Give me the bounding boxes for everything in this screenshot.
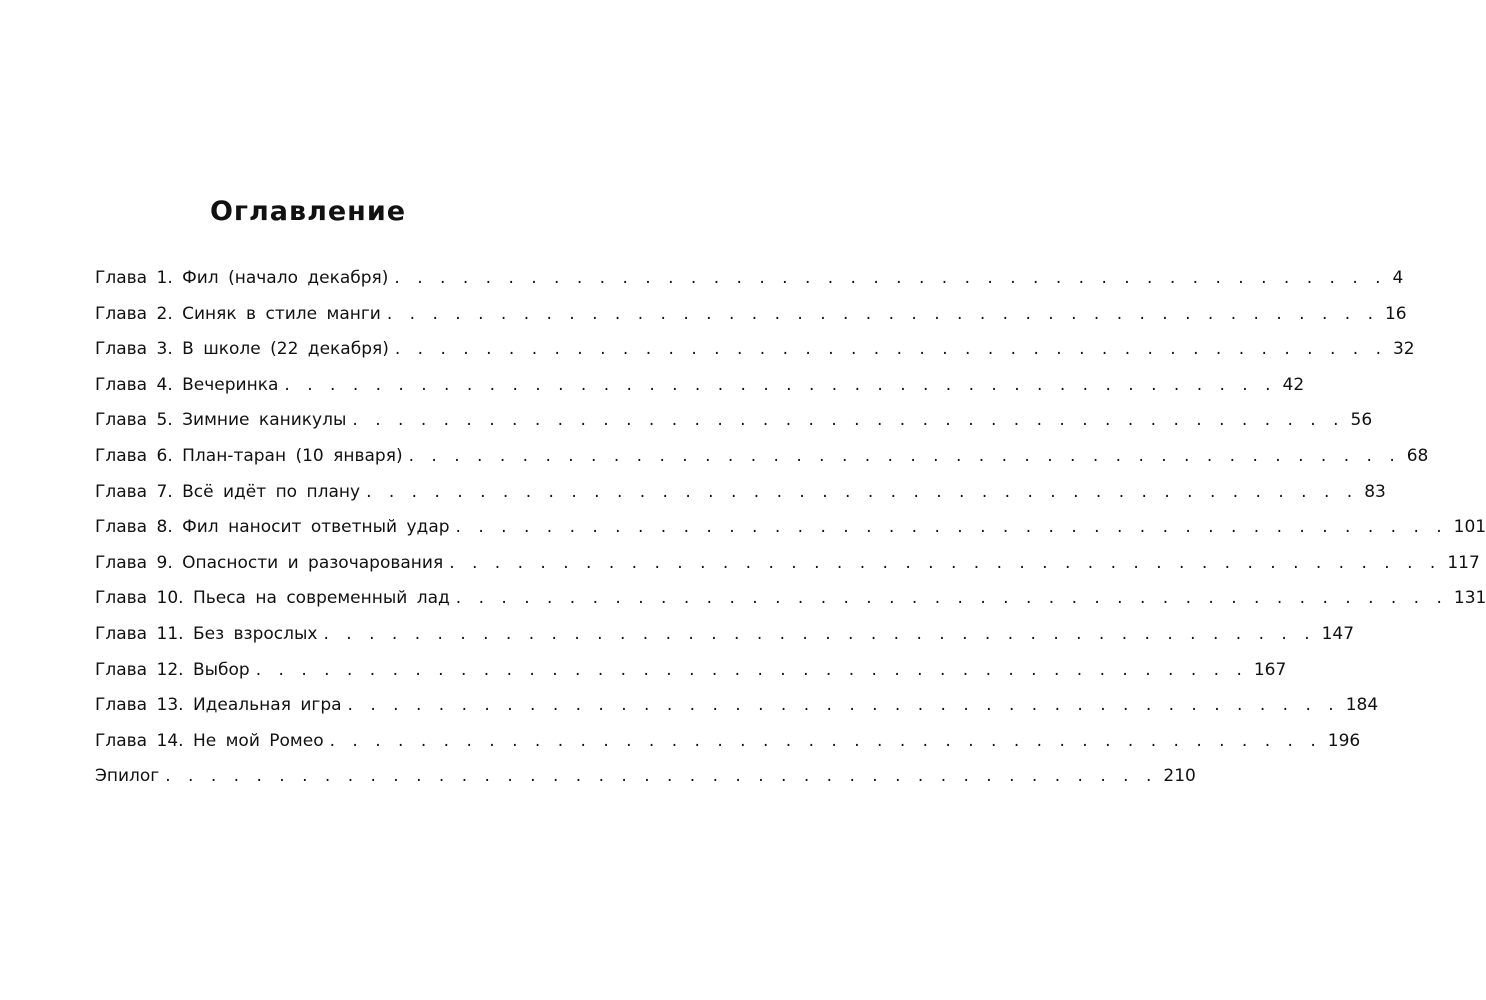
toc-entry-text [95, 553, 443, 573]
toc-leader-dots: . . . . . . . . . . . . . . . . . . . . . . . . . . . . . . . . . . . . . . . . . . . . [408, 445, 1401, 466]
toc-entry-text [95, 375, 278, 395]
toc-entry-label: Глава [95, 374, 148, 395]
toc-leader-dots: . . . . . . . . . . . . . . . . . . . . . . . . . . . . . . . . . . . . . . . . . . . . [366, 481, 1359, 502]
toc-entry-title: Синяк в стиле манги [172, 303, 381, 324]
toc-entry-title: Не мой Ромео [183, 730, 324, 751]
toc-entry [95, 588, 1486, 624]
toc-entry-number: 7. [147, 481, 173, 502]
toc-entry-label: Глава [95, 659, 148, 680]
toc-entry-text [95, 731, 324, 751]
toc-entry-label: Глава [95, 517, 148, 538]
toc-entry [95, 659, 1287, 696]
toc-page-number: 56 [1350, 410, 1373, 431]
toc-entry [95, 766, 1196, 802]
toc-entry-title: План-таран (10 января) [172, 445, 403, 466]
toc-entry-label: Глава [95, 623, 148, 644]
toc-entry-title: В школе (22 декабря) [172, 339, 389, 360]
toc-entry-label: Глава [95, 410, 148, 431]
toc-leader-dots: . . . . . . . . . . . . . . . . . . . . . . . . . . . . . . . . . . . . . . . . . . . . [165, 766, 1158, 787]
toc-entry-title: Выбор [183, 659, 250, 680]
toc-entry [95, 552, 1480, 589]
toc-entry-title: Всё идёт по плану [172, 481, 361, 502]
toc-entry-label: Эпилог [95, 766, 160, 787]
toc-entry [95, 268, 1404, 304]
toc-entry-label: Глава [95, 303, 148, 324]
toc-page-number: 147 [1321, 623, 1355, 644]
toc-entry-number: 1. [147, 268, 173, 288]
toc-entry-number: 3. [147, 339, 173, 360]
toc-entry-number: 8. [147, 517, 173, 538]
toc-entry-text [95, 624, 317, 644]
toc-leader-dots: . . . . . . . . . . . . . . . . . . . . . . . . . . . . . . . . . . . . . . . . . . . . [386, 303, 1379, 324]
toc-entry [95, 374, 1305, 411]
toc-entry-number: 10. [147, 588, 184, 609]
toc-entry [95, 303, 1407, 340]
toc-leader-dots: . . . . . . . . . . . . . . . . . . . . . . . . . . . . . . . . . . . . . . . . . . . . [352, 410, 1345, 431]
toc-leader-dots: . . . . . . . . . . . . . . . . . . . . . . . . . . . . . . . . . . . . . . . . . . . . [394, 268, 1387, 288]
toc-entry-title: Идеальная игра [183, 695, 342, 716]
toc-entry [95, 730, 1361, 767]
toc-entry [95, 623, 1355, 660]
toc-leader-dots: . . . . . . . . . . . . . . . . . . . . . . . . . . . . . . . . . . . . . . . . . . . . [255, 659, 1248, 680]
table-of-contents [95, 268, 1486, 802]
toc-entry-number: 2. [147, 303, 173, 324]
toc-entry-text [95, 339, 389, 359]
toc-page-number: 167 [1253, 659, 1287, 680]
toc-entry [95, 695, 1379, 731]
toc-entry-title: Фил (начало декабря) [172, 268, 389, 288]
toc-entry-text [95, 517, 450, 537]
toc-entry-label: Глава [95, 730, 148, 751]
toc-page-number: 16 [1384, 303, 1407, 324]
toc-page-number: 131 [1453, 588, 1486, 609]
toc-entry-label: Глава [95, 588, 148, 609]
toc-entry-title: Фил наносит ответный удар [172, 517, 450, 538]
toc-leader-dots: . . . . . . . . . . . . . . . . . . . . . . . . . . . . . . . . . . . . . . . . . . . . [449, 552, 1442, 573]
toc-page-number: 196 [1327, 730, 1361, 751]
toc-entry-text [95, 446, 403, 466]
toc-leader-dots: . . . . . . . . . . . . . . . . . . . . . . . . . . . . . . . . . . . . . . . . . . . . [455, 588, 1448, 609]
toc-leader-dots: . . . . . . . . . . . . . . . . . . . . . . . . . . . . . . . . . . . . . . . . . . . . [347, 695, 1340, 716]
toc-page-number: 184 [1345, 695, 1379, 716]
toc-entry [95, 339, 1415, 375]
toc-entry-text [95, 660, 250, 680]
toc-page-number: 32 [1392, 339, 1415, 360]
toc-entry-number: 13. [147, 695, 184, 716]
toc-page-number: 68 [1406, 445, 1429, 466]
toc-entry-text [95, 410, 346, 430]
toc-entry [95, 410, 1373, 446]
toc-entry-number: 11. [147, 623, 184, 644]
toc-entry-text [95, 766, 159, 786]
toc-leader-dots: . . . . . . . . . . . . . . . . . . . . . . . . . . . . . . . . . . . . . . . . . . . . [329, 730, 1322, 751]
toc-entry-title: Вечеринка [172, 374, 279, 395]
toc-entry-label: Глава [95, 339, 148, 360]
toc-page-number: 83 [1364, 481, 1386, 502]
toc-entry-title: Без взрослых [183, 623, 318, 644]
toc-page-number: 4 [1392, 268, 1404, 288]
toc-entry [95, 445, 1429, 482]
toc-entry-title: Опасности и разочарования [172, 552, 444, 573]
toc-entry-number: 5. [147, 410, 173, 431]
toc-entry-number: 6. [147, 445, 173, 466]
toc-entry-title: Пьеса на современный лад [183, 588, 450, 609]
toc-leader-dots: . . . . . . . . . . . . . . . . . . . . . . . . . . . . . . . . . . . . . . . . . . . . [284, 374, 1277, 395]
toc-entry-label: Глава [95, 268, 148, 288]
toc-entry-title: Зимние каникулы [172, 410, 347, 431]
toc-entry-text [95, 695, 342, 715]
toc-leader-dots: . . . . . . . . . . . . . . . . . . . . . . . . . . . . . . . . . . . . . . . . . . . . [323, 623, 1316, 644]
toc-entry-label: Глава [95, 695, 148, 716]
page-title: Оглавление [209, 196, 407, 227]
toc-entry-number: 9. [147, 552, 173, 573]
toc-leader-dots: . . . . . . . . . . . . . . . . . . . . . . . . . . . . . . . . . . . . . . . . . . . . [394, 339, 1387, 360]
toc-entry-text [95, 268, 388, 288]
toc-entry-text [95, 588, 450, 608]
toc-entry-number: 14. [147, 730, 184, 751]
toc-entry-number: 4. [147, 374, 173, 395]
toc-entry-number: 12. [147, 659, 184, 680]
toc-page-number: 101 [1453, 517, 1486, 538]
toc-entry-label: Глава [95, 445, 148, 466]
toc-entry [95, 481, 1386, 518]
toc-page-number: 210 [1163, 766, 1196, 787]
toc-entry-label: Глава [95, 552, 148, 573]
toc-page-number: 117 [1447, 552, 1480, 573]
toc-leader-dots: . . . . . . . . . . . . . . . . . . . . . . . . . . . . . . . . . . . . . . . . . . . . [455, 517, 1448, 538]
toc-entry-label: Глава [95, 481, 148, 502]
toc-entry-text [95, 482, 360, 502]
toc-entry-text [95, 304, 381, 324]
toc-entry [95, 517, 1486, 553]
toc-page-number: 42 [1282, 374, 1305, 395]
